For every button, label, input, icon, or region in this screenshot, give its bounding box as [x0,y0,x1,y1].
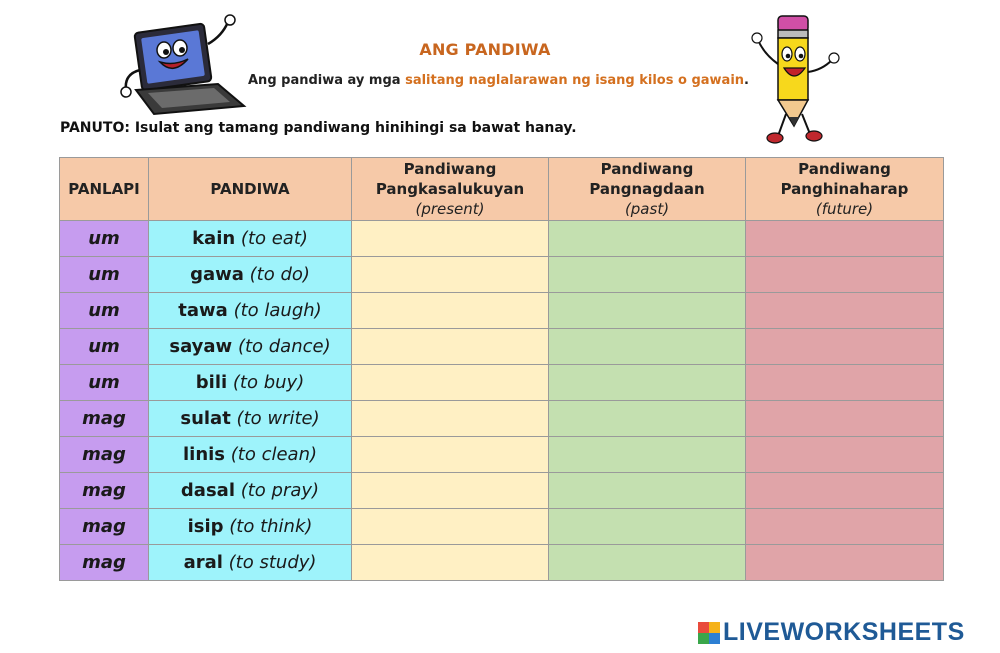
verb-root: sayaw [169,336,233,357]
verb-cell [149,509,352,545]
header-present-line2: Pangkasalukuyan [375,180,525,198]
table-row [60,293,944,329]
definition-highlight: salitang naglalarawan ng isang kilos o gawain [405,73,745,88]
past-answer-input[interactable] [549,509,746,545]
verb-root: isip [187,516,224,537]
header-present-en: (present) [415,200,485,218]
verb-cell [149,401,352,437]
header-present-line1: Pandiwang [403,160,497,178]
verb-cell [149,257,352,293]
affix-cell: mag [60,473,149,509]
verb-root: dasal [180,480,235,501]
header-past [549,158,746,221]
affix-cell: um [60,221,149,257]
header-future-line2: Panghinaharap [780,180,909,198]
laptop-mascot-icon [118,14,248,118]
verb-gloss: (to pray) [240,480,320,501]
verb-gloss: (to think) [229,516,313,537]
present-answer-input[interactable] [352,437,549,473]
verb-gloss: (to write) [236,408,320,429]
past-answer-input[interactable] [549,365,746,401]
verb-root: aral [183,552,223,573]
table-row [60,257,944,293]
header-future-en: (future) [815,200,874,218]
verb-cell [149,365,352,401]
header-future-line1: Pandiwang [798,160,891,178]
verb-cell [149,437,352,473]
present-answer-input[interactable] [352,257,549,293]
table-row [60,401,944,437]
present-answer-input[interactable] [352,329,549,365]
liveworksheets-branding [698,618,965,647]
verb-root: tawa [178,300,228,321]
verb-cell [149,545,352,581]
past-answer-input[interactable] [549,257,746,293]
affix-cell: um [60,293,149,329]
definition-suffix: . [744,73,749,88]
present-answer-input[interactable] [352,365,549,401]
header-affix: PANLAPI [60,158,149,221]
table-row [60,329,944,365]
affix-cell: mag [60,401,149,437]
table-row [60,437,944,473]
future-answer-input[interactable] [746,257,944,293]
verb-gloss: (to clean) [230,444,318,465]
past-answer-input[interactable] [549,293,746,329]
table-row [60,473,944,509]
definition-prefix: Ang pandiwa ay mga [248,73,406,88]
past-answer-input[interactable] [549,545,746,581]
affix-cell: mag [60,545,149,581]
verb-root: sulat [180,408,231,429]
verb-gloss: (to study) [228,552,317,573]
verb-root: kain [192,228,236,249]
page-title: ANG PANDIWA [419,40,551,59]
verb-gloss: (to do) [249,264,310,285]
past-answer-input[interactable] [549,437,746,473]
future-answer-input[interactable] [746,329,944,365]
verb-gloss: (to laugh) [233,300,322,321]
header-past-line1: Pandiwang [600,160,694,178]
affix-cell: mag [60,509,149,545]
present-answer-input[interactable] [352,221,549,257]
table-row [60,545,944,581]
future-answer-input[interactable] [746,401,944,437]
present-answer-input[interactable] [352,293,549,329]
verb-cell [149,329,352,365]
table-row [60,509,944,545]
liveworksheets-logo-icon [698,622,720,644]
table-row [60,365,944,401]
future-answer-input[interactable] [746,437,944,473]
past-answer-input[interactable] [549,221,746,257]
present-answer-input[interactable] [352,473,549,509]
future-answer-input[interactable] [746,545,944,581]
verb-table [59,157,944,581]
present-answer-input[interactable] [352,509,549,545]
header-verb: PANDIWA [149,158,352,221]
verb-cell [149,293,352,329]
future-answer-input[interactable] [746,221,944,257]
affix-cell: um [60,329,149,365]
affix-cell: mag [60,437,149,473]
future-answer-input[interactable] [746,509,944,545]
present-answer-input[interactable] [352,545,549,581]
past-answer-input[interactable] [549,329,746,365]
verb-gloss: (to eat) [240,228,308,249]
table-header-row [60,158,944,221]
future-answer-input[interactable] [746,365,944,401]
pencil-mascot-icon [748,14,840,146]
definition-text [248,73,749,88]
verb-root: linis [182,444,226,465]
brand-name: LIVEWORKSHEETS [723,618,965,646]
instruction-text: PANUTO: Isulat ang tamang pandiwang hinihingi sa bawat hanay. [60,120,577,136]
verb-root: bili [195,372,228,393]
table-row [60,221,944,257]
header-future [746,158,944,221]
table-body [60,221,944,581]
verb-root: gawa [190,264,244,285]
future-answer-input[interactable] [746,473,944,509]
affix-cell: um [60,257,149,293]
verb-gloss: (to buy) [232,372,305,393]
header-present [352,158,549,221]
header-past-line2: Pangnagdaan [589,180,705,198]
future-answer-input[interactable] [746,293,944,329]
header-past-en: (past) [624,200,670,218]
verb-cell [149,473,352,509]
past-answer-input[interactable] [549,473,746,509]
present-answer-input[interactable] [352,401,549,437]
affix-cell: um [60,365,149,401]
verb-gloss: (to dance) [237,336,331,357]
verb-cell [149,221,352,257]
past-answer-input[interactable] [549,401,746,437]
